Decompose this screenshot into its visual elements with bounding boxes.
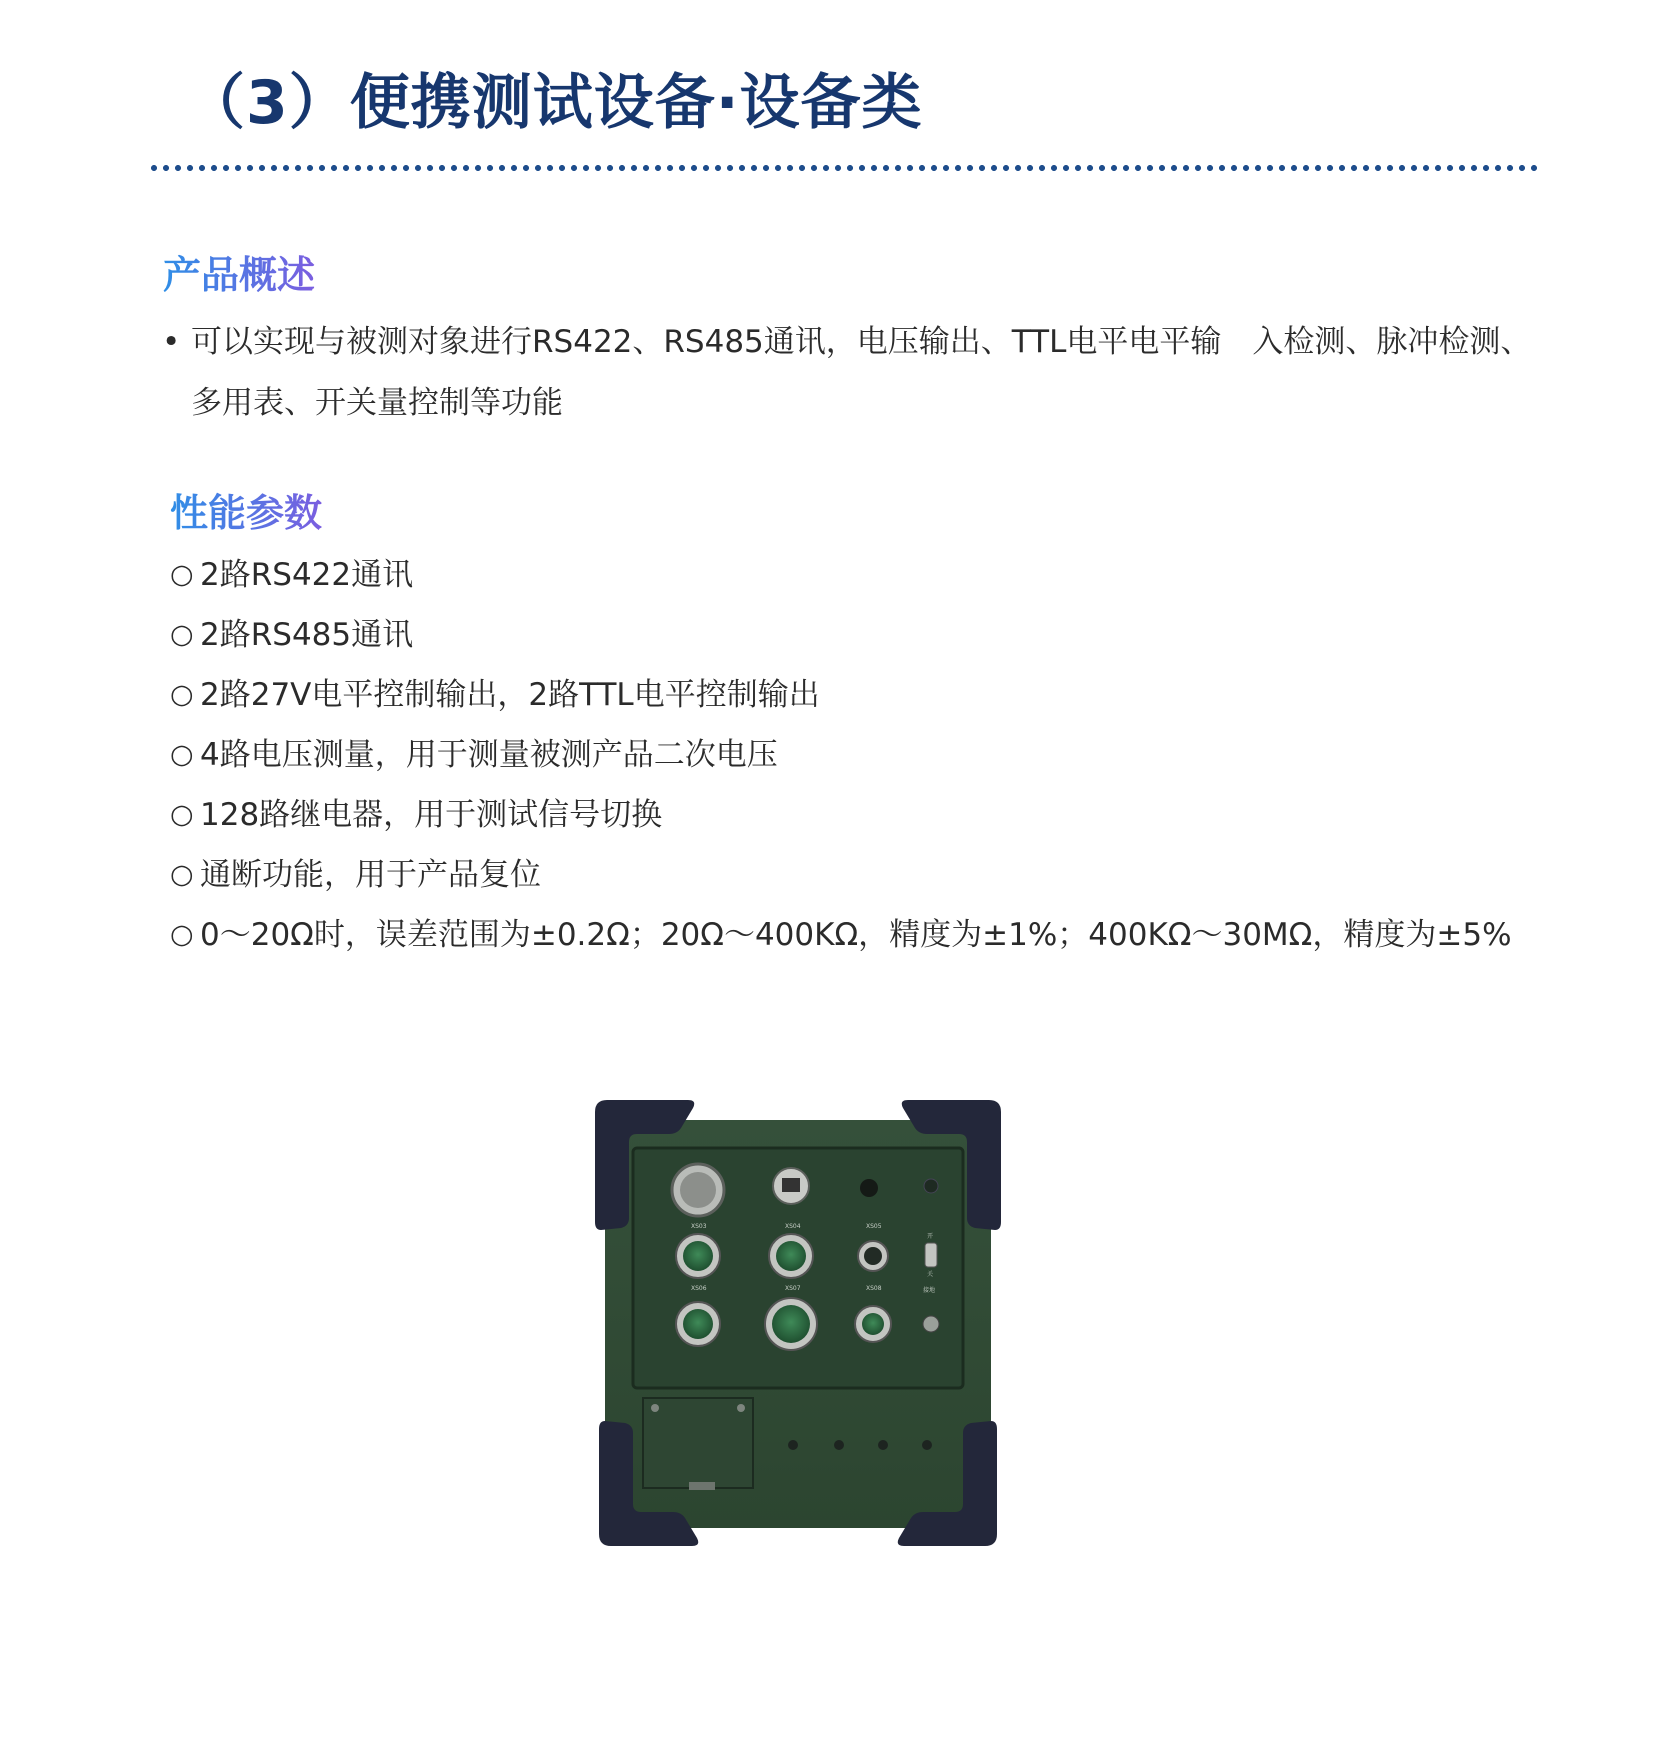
battery-cover [643,1398,753,1488]
connector-label: XS05 [866,1223,882,1230]
circle-marker: ○ [170,679,194,710]
connector-label: XS07 [785,1285,801,1292]
switch-label: 开 [927,1233,934,1240]
param-text: 2路27V电平控制输出，2路TTL电平控制输出 [200,677,820,713]
connector-label: XS08 [866,1285,882,1292]
screw [651,1404,659,1412]
param-text: 4路电压测量，用于测量被测产品二次电压 [200,737,778,773]
param-item [170,905,1540,965]
connector-pin-face [683,1309,713,1339]
circle-marker: ○ [170,919,194,950]
param-item [170,605,1540,665]
param-text: 2路RS485通讯 [200,617,414,653]
title-divider [148,164,1538,172]
overview-section-title: 产品概述 [163,244,315,299]
params-section-title: 性能参数 [170,482,322,537]
toggle-switch [925,1243,937,1267]
param-item [170,665,1540,725]
connector-pin-face [862,1313,884,1335]
param-text: 0～20Ω时，误差范围为±0.2Ω；20Ω～400KΩ，精度为±1%；400KΩ～30MΩ，精度为±5% [200,917,1512,953]
circle-marker: ○ [170,559,194,590]
page-title: （3）便携测试设备·设备类 [185,68,923,138]
indicator-lamp [924,1179,938,1193]
foot-stud [878,1440,888,1450]
overview-item [162,312,1542,434]
foot-stud [922,1440,932,1450]
cover-latch [689,1482,715,1490]
portable-test-device-illustration [593,1098,1003,1548]
connector-pin-face [683,1241,713,1271]
foot-stud [834,1440,844,1450]
param-text: 通断功能，用于产品复位 [200,857,541,893]
param-item [170,725,1540,785]
overview-text: 可以实现与被测对象进行RS422、RS485通讯，电压输出、TTL电平电平输 入检测、脉冲检测、多用表、开关量控制等功能 [191,324,1532,421]
param-text: 128路继电器，用于测试信号切换 [200,797,663,833]
product-image [593,1098,1003,1548]
ground-terminal [923,1316,939,1332]
ground-label: 接地 [923,1287,936,1294]
screw [737,1404,745,1412]
circle-marker: ○ [170,859,194,890]
circle-marker: ○ [170,739,194,770]
param-text: 2路RS422通讯 [200,557,414,593]
param-item [170,545,1540,605]
connector-label: XS06 [691,1285,707,1292]
connector-pin-face [864,1247,882,1265]
knob [860,1179,878,1197]
foot-stud [788,1440,798,1450]
connector-pin-face [776,1241,806,1271]
circle-marker: ○ [170,619,194,650]
param-list [170,545,1540,965]
connector-label: XS04 [785,1223,801,1230]
switch-label: 关 [927,1271,934,1278]
param-item [170,845,1540,905]
connector-pin-face [772,1305,810,1343]
round-connector-face [680,1172,716,1208]
bullet-marker: • [162,324,181,360]
param-item [170,785,1540,845]
connector-label: XS03 [691,1223,707,1230]
circle-marker: ○ [170,799,194,830]
network-port [782,1178,800,1192]
